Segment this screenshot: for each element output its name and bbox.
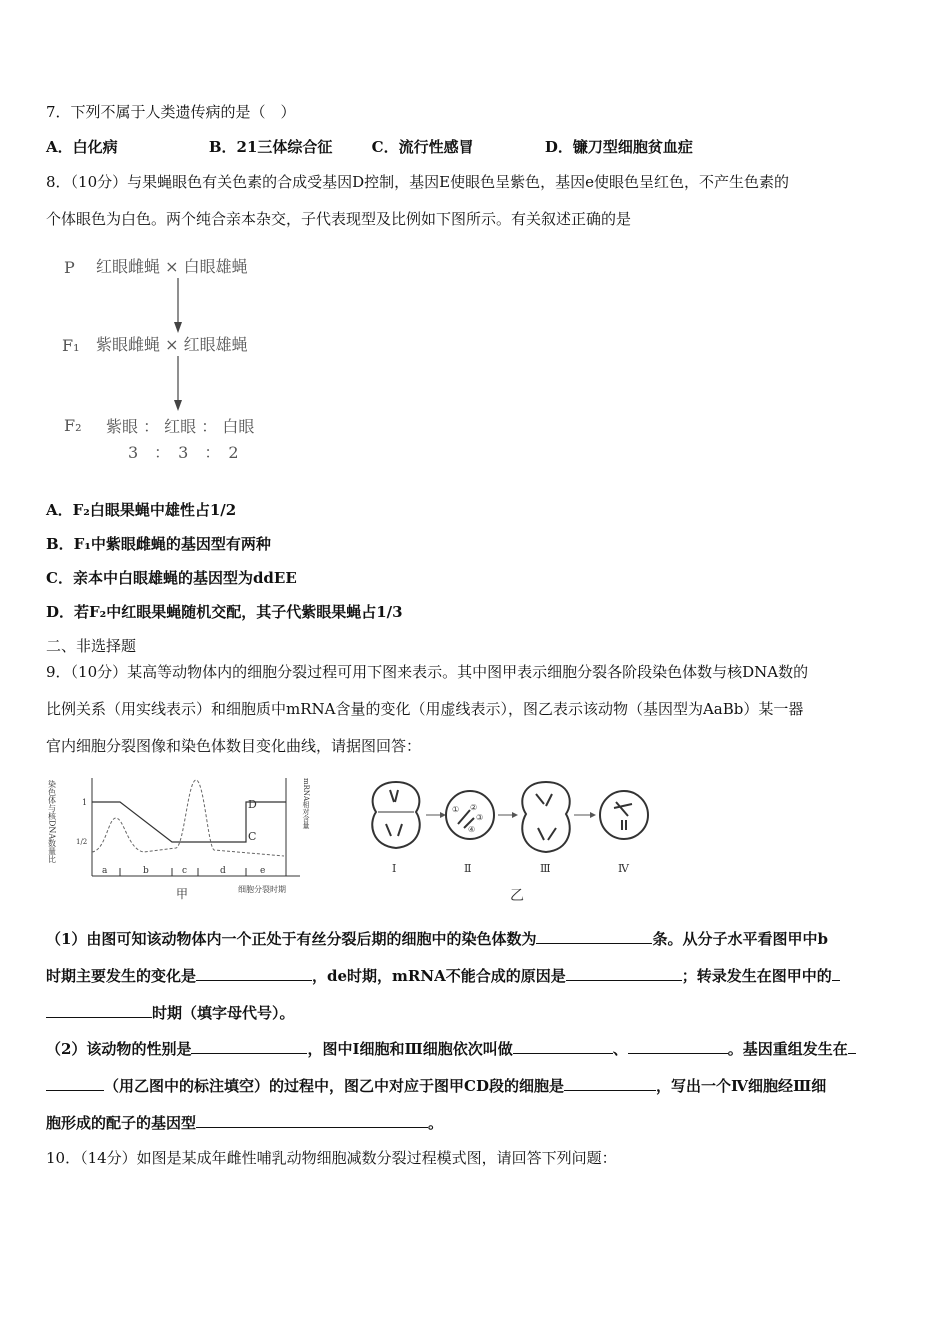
q8-option-b: B．F₁中紫眼雌蝇的基因型有两种: [46, 535, 271, 553]
cell-iii: [522, 782, 569, 852]
q9-sub2-text-h: 。: [428, 1114, 444, 1132]
cell-ii: [446, 791, 494, 839]
q9-sub1-row2: [46, 965, 840, 987]
yi-label-iii: Ⅲ: [540, 862, 551, 875]
q8-option-d: D．若F₂中红眼果蝇随机交配，其子代紫眼果蝇占1/3: [46, 603, 403, 621]
q9-line2: 比例关系（用实线表示）和细胞质中mRNA含量的变化（用虚线表示），图乙表示该动物（基因型为AaBb）某一器: [46, 700, 804, 718]
jia-ylabel-left: 染色体与核DNA数量比: [48, 780, 57, 864]
yi-mark-2: ②: [470, 803, 478, 812]
q9-sub2-row2: [46, 1075, 826, 1097]
p-label: P: [64, 258, 75, 277]
answer-blank-4a[interactable]: [832, 966, 840, 981]
q9-sub2-row1: [46, 1038, 856, 1060]
q9-sub2-text-f: ，写出一个Ⅳ细胞经Ⅲ细: [655, 1077, 827, 1095]
q9-sub1-row3: [46, 1002, 295, 1024]
q8-stem-line1: 8．（10分）与果蝇眼色有关色素的合成受基因D控制，基因E使眼色呈紫色，基因e使眼色呈红色，不产生色素的: [46, 173, 789, 191]
q9-sub2-text-d: 。基因重组发生在: [727, 1040, 848, 1058]
q7-option-a: A．白化病: [46, 138, 118, 156]
answer-blank-8[interactable]: [46, 1076, 104, 1091]
section-heading: 二、非选择题: [46, 637, 137, 655]
q9-sub1-text-d: ，de时期，mRNA不能合成的原因是: [312, 967, 566, 985]
q9-sub2-text-e: （用乙图中的标注填空）的过程中，图乙中对应于图甲CD段的细胞是: [104, 1077, 564, 1095]
q9-sub2-row3: [46, 1112, 443, 1134]
q9-sub2-text-a: （2）该动物的性别是: [46, 1040, 192, 1058]
q7-options: [46, 136, 721, 158]
q9-sub2-text-g: 胞形成的配子的基因型: [46, 1114, 197, 1132]
q7-option-c: C．流行性感冒: [371, 138, 474, 156]
cell-i: [372, 782, 419, 848]
arrow-down-icon: [172, 356, 184, 412]
answer-blank-6[interactable]: [513, 1039, 613, 1054]
q9-sub1-text-e: ；转录发生在图甲中的: [681, 967, 832, 985]
jia-ytick-1: 1: [82, 798, 88, 807]
answer-blank-5[interactable]: [191, 1039, 307, 1054]
q9-sub1-text-a: （1）由图可知该动物体内一个正处于有丝分裂后期的细胞中的染色体数为: [46, 930, 537, 948]
yi-label-iv: Ⅳ: [618, 862, 629, 875]
q9-sub1-text-c: 时期主要发生的变化是: [46, 967, 197, 985]
q9-sub1-row1: [46, 928, 828, 950]
jia-point-d: D: [248, 798, 257, 811]
f2-ratio: 3 ： 3 ： 2: [128, 443, 239, 462]
arrow-down-icon: [172, 278, 184, 334]
jia-phase-d: d: [220, 866, 226, 876]
jia-phase-e: e: [260, 866, 266, 876]
answer-blank-3[interactable]: [566, 966, 682, 981]
p-cross: 红眼雌蝇 × 白眼雄蝇: [96, 257, 248, 276]
jia-solid-line: [92, 802, 286, 842]
answer-blank-7[interactable]: [628, 1039, 728, 1054]
q9-sub1-text-f: 时期（填字母代号）。: [152, 1004, 295, 1022]
jia-ytick-half: 1/2: [76, 838, 88, 846]
answer-blank-1[interactable]: [536, 929, 652, 944]
yi-mark-1: ①: [452, 805, 460, 814]
q8-option-a: A．F₂白眼果蝇中雄性占1/2: [46, 501, 237, 519]
yi-mark-3: ③: [476, 813, 484, 822]
q8-option-c: C．亲本中白眼雄蝇的基因型为ddEE: [46, 569, 297, 587]
q7-stem: 7．下列不属于人类遗传病的是（ ）: [46, 103, 296, 121]
yi-caption: 乙: [510, 888, 524, 904]
f1-cross: 紫眼雌蝇 × 红眼雄蝇: [96, 335, 248, 354]
f1-label: F₁: [62, 336, 80, 355]
jia-ylabel-right: mRNA相对含量: [302, 778, 310, 830]
q9-line1: 9．（10分）某高等动物体内的细胞分裂过程可用下图来表示。其中图甲表示细胞分裂各阶段染色体数与核DNA数的: [46, 663, 809, 681]
yi-label-i: Ⅰ: [392, 862, 397, 875]
cell-iv: [600, 791, 648, 839]
q9-sub1-text-b: 条。从分子水平看图甲中b: [652, 930, 828, 948]
figure-yi: [360, 772, 660, 908]
q10-stem: 10．（14分）如图是某成年雌性哺乳动物细胞减数分裂过程模式图，请回答下列问题：: [46, 1149, 617, 1167]
q9-sub2-text-c: 、: [612, 1040, 628, 1058]
answer-blank-10[interactable]: [196, 1113, 428, 1128]
yi-mark-4: ④: [468, 825, 476, 834]
answer-blank-8a[interactable]: [848, 1039, 856, 1054]
q9-sub2-text-b: ，图中Ⅰ细胞和Ⅲ细胞依次叫做: [307, 1040, 513, 1058]
figure-jia: [48, 772, 318, 904]
f2-phenotypes: 紫眼 ： 红眼 ： 白眼: [106, 417, 255, 436]
jia-phase-b: b: [143, 866, 149, 876]
answer-blank-4[interactable]: [46, 1003, 152, 1018]
jia-dashed-line: [92, 780, 284, 856]
f2-label: F₂: [64, 416, 82, 435]
q9-line3: 官内细胞分裂图像和染色体数目变化曲线，请据图回答：: [46, 737, 422, 755]
jia-point-c: C: [248, 830, 257, 843]
answer-blank-9[interactable]: [564, 1076, 656, 1091]
jia-phase-a: a: [102, 866, 108, 876]
answer-blank-2[interactable]: [196, 966, 312, 981]
q7-option-b: B．21三体综合征: [208, 138, 333, 156]
cross-diagram: [60, 248, 290, 468]
jia-phase-c: c: [182, 866, 188, 876]
yi-label-ii: Ⅱ: [464, 862, 472, 875]
jia-caption: 甲: [176, 887, 189, 901]
jia-xlabel: 细胞分裂时期: [238, 885, 286, 894]
q8-stem-line2: 个体眼色为白色。两个纯合亲本杂交，子代表现型及比例如下图所示。有关叙述正确的是: [46, 210, 632, 228]
q7-option-d: D．镰刀型细胞贫血症: [544, 138, 693, 156]
